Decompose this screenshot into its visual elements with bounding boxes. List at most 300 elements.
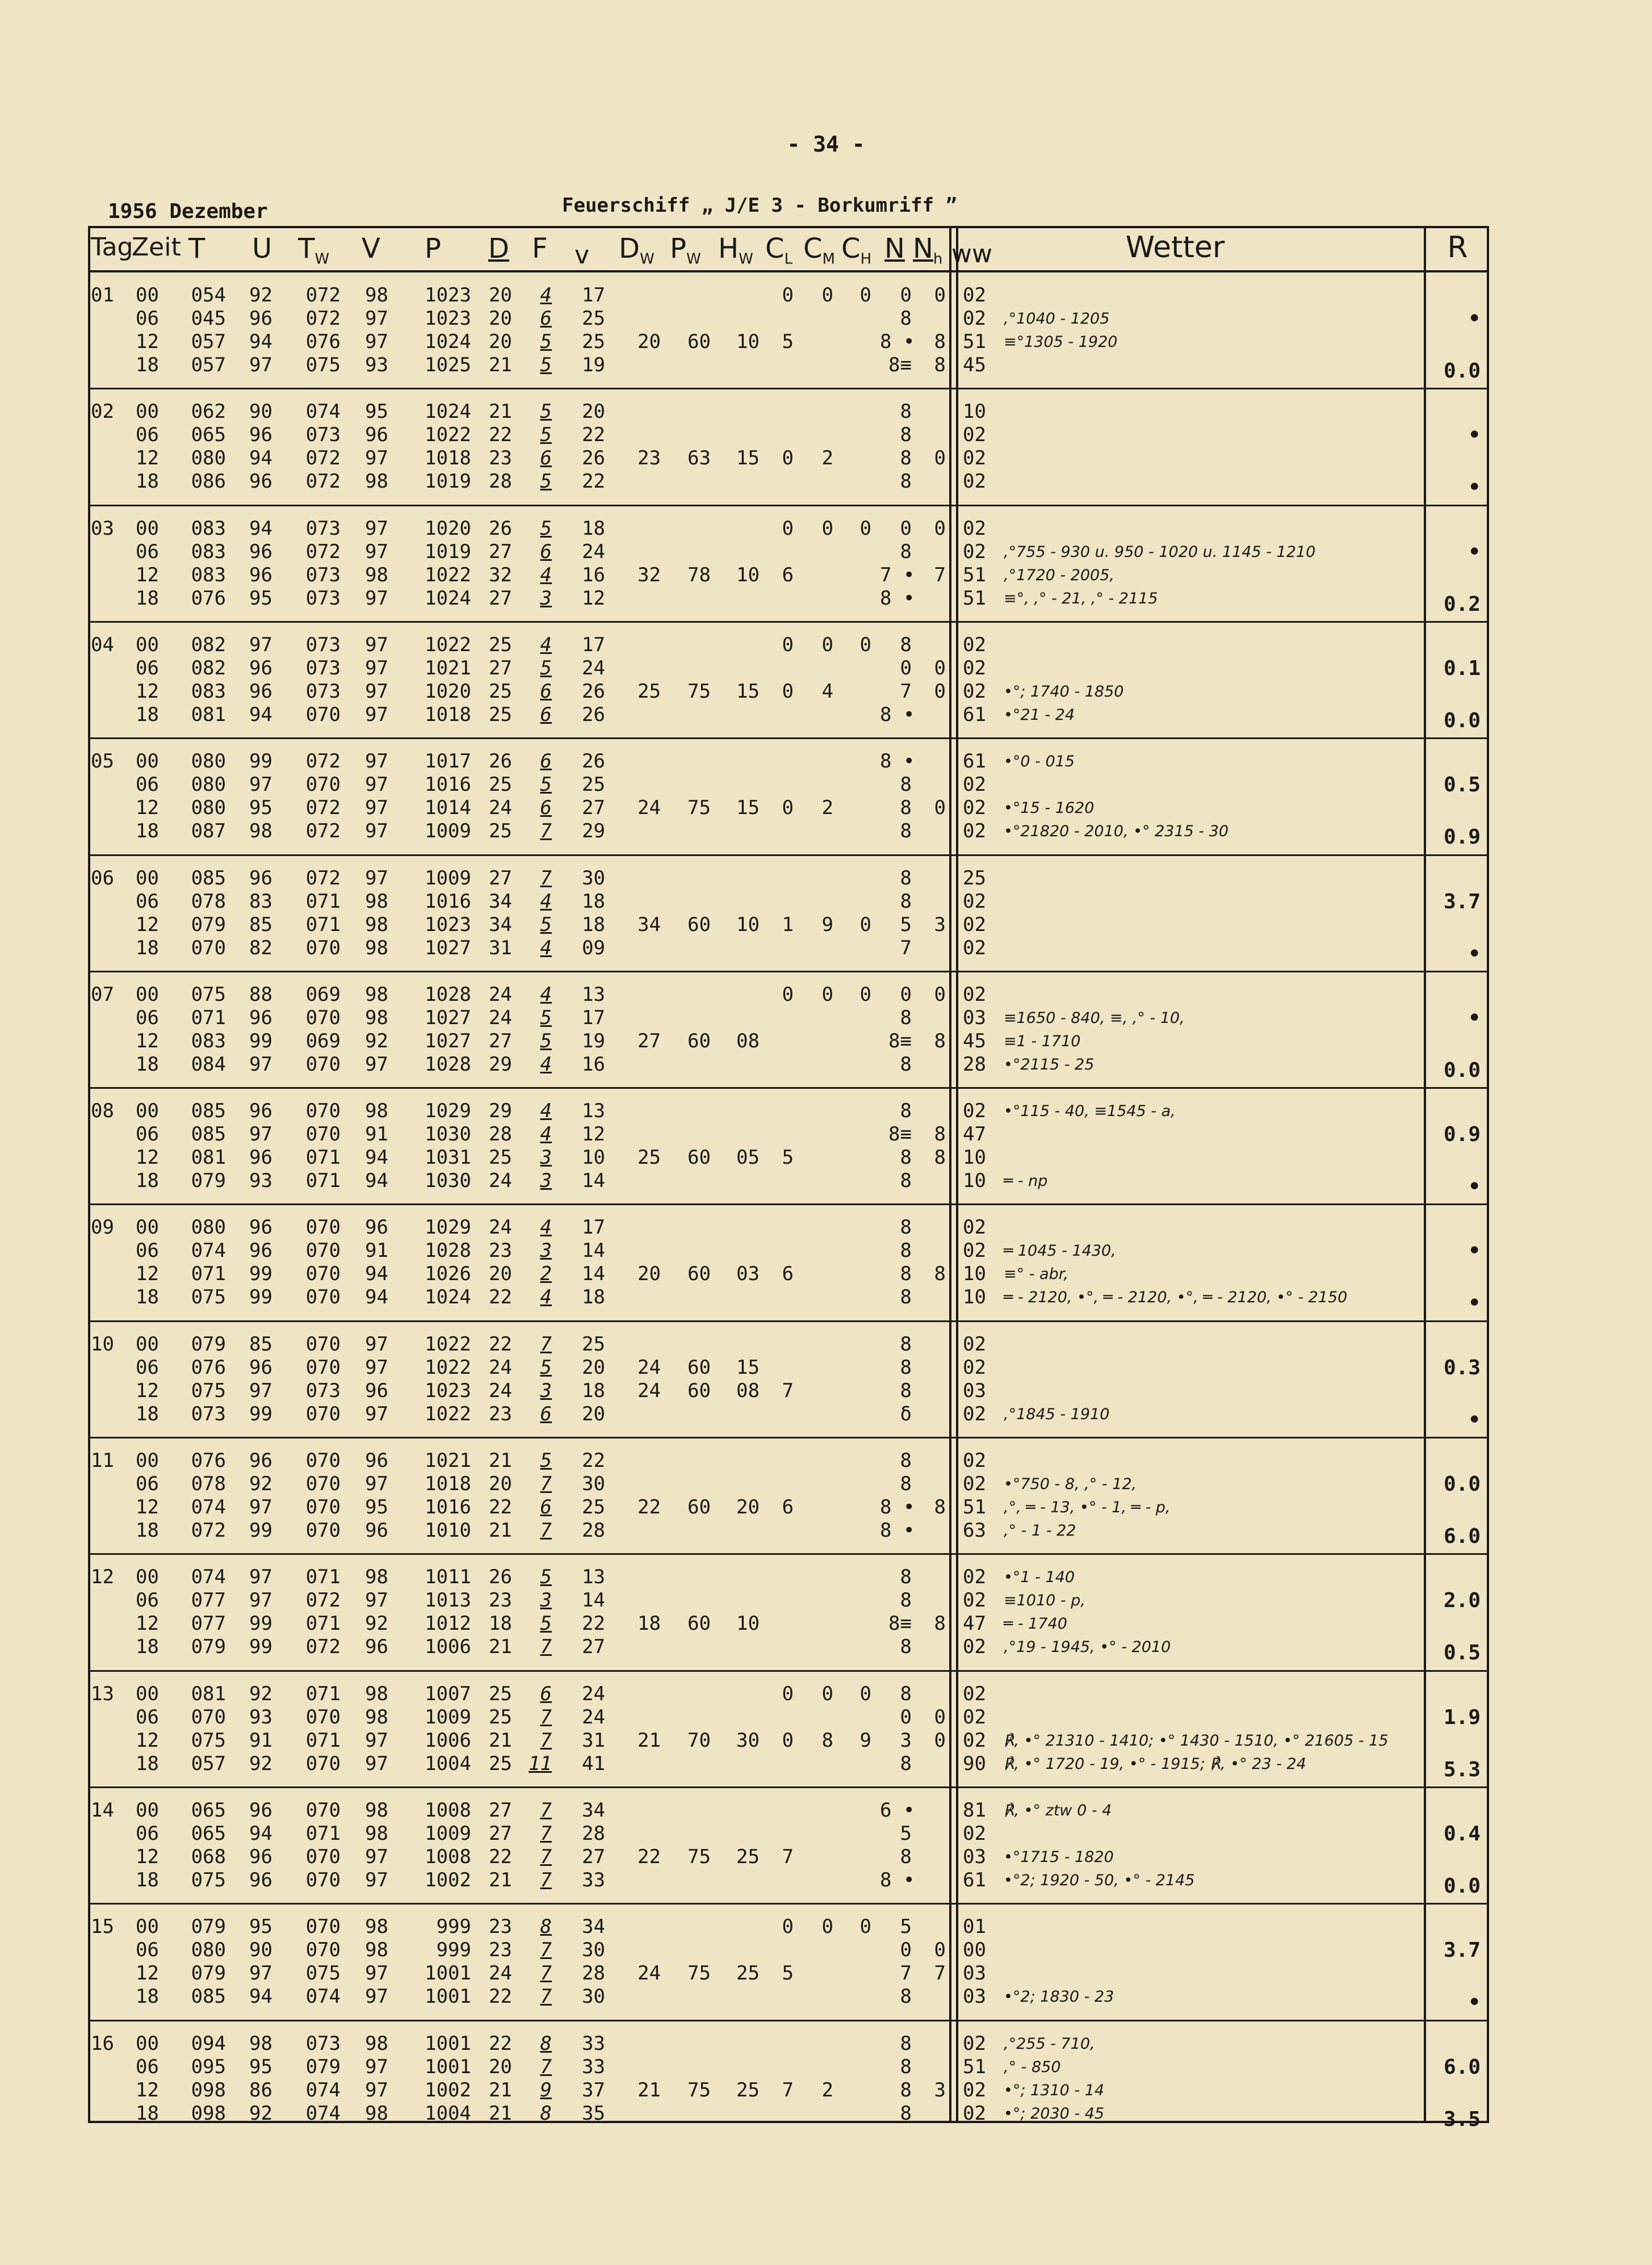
cell-tw: 073 xyxy=(305,586,341,610)
cell-n: 8 xyxy=(900,1356,912,1379)
precip-second: 0.2 xyxy=(1443,592,1481,616)
cell-f: 7 xyxy=(540,1798,552,1822)
col-header-cm-main: C xyxy=(803,233,823,265)
cell-p: 1027 xyxy=(425,936,471,959)
col-header-pw-sub: W xyxy=(686,250,701,268)
cell-cm: 0 xyxy=(821,983,833,1006)
col-header-cm xyxy=(803,233,835,268)
cell-u: 99 xyxy=(249,1635,272,1659)
cell-tw: 075 xyxy=(305,354,341,376)
cell-ww: 61 xyxy=(963,750,986,773)
cell-n: 7 • xyxy=(880,563,915,586)
cell-v: 98 xyxy=(365,1100,388,1123)
cell-u: 94 xyxy=(249,330,272,353)
cell-cl-mid: 5 xyxy=(782,1962,794,1985)
cell-v: 98 xyxy=(365,2032,388,2055)
col-header-n: N xyxy=(884,233,905,265)
cell-ww: 02 xyxy=(963,913,986,936)
day-label: 15 xyxy=(91,1915,114,1939)
cell-d: 21 xyxy=(489,400,512,423)
cell-t: 045 xyxy=(191,307,226,330)
cell-ww: 02 xyxy=(963,1473,986,1495)
cell-p: 1022 xyxy=(425,1402,471,1425)
cell-f: 6 xyxy=(540,680,552,703)
cell-vv: 22 xyxy=(582,470,605,493)
cell-zeit: 00 xyxy=(136,1566,159,1589)
cell-zeit: 00 xyxy=(136,983,159,1006)
cell-zeit: 06 xyxy=(136,1939,159,1962)
cell-cl-mid: 0 xyxy=(782,1729,794,1752)
day-label: 13 xyxy=(91,1682,114,1705)
day-label: 01 xyxy=(91,284,114,307)
cell-u: 96 xyxy=(249,307,272,330)
cell-p: 1001 xyxy=(425,2032,471,2055)
cell-cl-mid: 5 xyxy=(782,1146,794,1169)
weather-notation: •°; 1310 - 14 xyxy=(1004,2081,1105,2099)
cell-t: 080 xyxy=(191,773,226,796)
cell-n: 8 • xyxy=(880,750,915,773)
cell-zeit: 00 xyxy=(136,1915,159,1939)
col-header-zeit: Zeit xyxy=(132,233,181,262)
cell-pw: 60 xyxy=(687,1612,711,1635)
cell-tw: 070 xyxy=(305,1752,341,1775)
cell-tw: 071 xyxy=(305,1566,341,1589)
precip-second: • xyxy=(1468,942,1481,966)
cell-u: 99 xyxy=(249,1262,272,1286)
cell-tw: 070 xyxy=(305,1332,341,1356)
cell-vv: 19 xyxy=(582,1029,605,1052)
cell-zeit: 06 xyxy=(136,423,159,447)
cell-p: 1008 xyxy=(425,1798,471,1822)
cell-zeit: 06 xyxy=(136,1356,159,1379)
cell-pw: 60 60 xyxy=(687,1356,711,1402)
precip-first: • xyxy=(1468,423,1481,447)
cell-f: 4 xyxy=(540,890,552,913)
cell-n: 8 xyxy=(900,400,912,423)
weather-notation: ℟, •° 1720 - 19, •° - 1915; ℟, •° 23 - 24 xyxy=(1004,1755,1306,1773)
cell-n: 8 xyxy=(900,2055,912,2078)
day-label: 10 xyxy=(91,1332,114,1356)
col-header-cl-sub: L xyxy=(784,250,793,268)
cell-dw: 34 xyxy=(638,913,661,936)
cell-n: 8 xyxy=(900,773,912,796)
cell-ww: 10 xyxy=(963,400,986,423)
cell-d: 22 xyxy=(489,1985,512,2008)
cell-p: 1009 xyxy=(425,1822,471,1845)
cell-d: 25 xyxy=(489,703,512,726)
day-label: 11 xyxy=(91,1449,114,1472)
cell-nh: 0 xyxy=(934,1729,946,1752)
cell-p: 1006 xyxy=(425,1635,471,1659)
cell-n: 8 xyxy=(900,796,912,820)
cell-n: 5 xyxy=(900,1822,912,1845)
day-label: 03 xyxy=(91,517,114,540)
cell-t: 085 xyxy=(191,1985,226,2008)
cell-vv: 33 xyxy=(582,2055,605,2078)
weather-notation: ,°19 - 1945, •° - 2010 xyxy=(1004,1638,1171,1656)
cell-dw: 24 xyxy=(638,1962,661,1985)
cell-d: 32 xyxy=(489,563,512,586)
cell-zeit: 00 xyxy=(136,750,159,773)
cell-f: 7 xyxy=(540,1705,552,1729)
cell-p: 1007 xyxy=(425,1682,471,1705)
cell-u: 99 xyxy=(249,1286,272,1309)
cell-ww: 25 xyxy=(963,866,986,890)
cell-ww: 45 xyxy=(963,1029,986,1052)
cell-d: 34 xyxy=(489,890,512,913)
weather-notation: ≡1650 - 840, ≡, ,° - 10, xyxy=(1004,1009,1185,1027)
cell-t: 078 xyxy=(191,890,226,913)
cell-f: 3 xyxy=(540,1379,552,1402)
cell-ww: 03 xyxy=(963,1985,986,2008)
cell-p: 1019 xyxy=(425,540,471,563)
cell-ww: 45 xyxy=(963,354,986,376)
cell-v: 97 xyxy=(365,307,388,330)
cell-ww: 02 xyxy=(963,1402,986,1425)
day-separator xyxy=(88,1786,1489,1788)
cell-nh: 3 xyxy=(934,2078,946,2102)
cell-u: 96 xyxy=(249,1100,272,1123)
cell-pw: 78 xyxy=(687,563,711,586)
cell-ch: 0 xyxy=(859,517,871,540)
cell-ww: 51 xyxy=(963,1496,986,1519)
cell-hw: 15 08 xyxy=(736,1356,760,1402)
day-separator xyxy=(88,1903,1489,1905)
cell-p: 1016 xyxy=(425,773,471,796)
precip-second: • xyxy=(1468,476,1481,500)
cell-dw: 20 xyxy=(638,1262,661,1286)
cell-n: 8 • xyxy=(880,1519,915,1542)
cell-t: 076 xyxy=(191,1449,226,1472)
cell-f: 5 xyxy=(540,517,552,540)
cell-p: 1009 xyxy=(425,1705,471,1729)
cell-zeit: 12 xyxy=(136,1962,159,1985)
cell-t: 095 xyxy=(191,2055,226,2078)
cell-tw: 072 xyxy=(305,447,341,470)
cell-ww: 02 xyxy=(963,1566,986,1589)
cell-u: 99 xyxy=(249,1519,272,1542)
precip-first: 0.4 xyxy=(1443,1822,1481,1845)
cell-ww: 51 xyxy=(963,586,986,610)
cell-v: 92 xyxy=(365,1612,388,1635)
cell-vv: 09 xyxy=(582,936,605,959)
cell-ww: 10 xyxy=(963,1286,986,1309)
cell-t: 070 xyxy=(191,936,226,959)
cell-t: 086 xyxy=(191,470,226,493)
cell-f: 5 xyxy=(540,1029,552,1052)
cell-nh: 0 xyxy=(934,983,946,1006)
weather-notation: ≡° - abr, xyxy=(1004,1265,1068,1284)
cell-f: 6 xyxy=(540,307,552,330)
cell-u: 99 xyxy=(249,1029,272,1052)
cell-n: 8 xyxy=(900,2032,912,2055)
cell-v: 98 xyxy=(365,1682,388,1705)
cell-tw: 071 xyxy=(305,1146,341,1169)
cell-u: 96 xyxy=(249,1239,272,1262)
cell-d: 21 xyxy=(489,2102,512,2125)
cell-p: 1021 xyxy=(425,1449,471,1472)
cell-nh: 8 xyxy=(934,354,946,376)
cell-vv: 18 xyxy=(582,890,605,913)
cell-tw: 073 xyxy=(305,633,341,656)
cell-tw: 070 xyxy=(305,1239,341,1262)
cell-t: 075 xyxy=(191,1286,226,1309)
cell-n: 7 xyxy=(900,680,912,703)
cell-v: 98 xyxy=(365,1006,388,1029)
cell-t: 083 xyxy=(191,540,226,563)
cell-vv: 35 xyxy=(582,2102,605,2125)
cell-f: 4 xyxy=(540,1052,552,1076)
cell-vv: 37 xyxy=(582,2078,605,2102)
cell-d: 20 xyxy=(489,1262,512,1286)
cell-cm-mid: 2 xyxy=(821,447,833,470)
precip-first: 0.5 xyxy=(1443,773,1481,797)
cell-n: 8 xyxy=(900,2102,912,2125)
cell-zeit: 06 xyxy=(136,1473,159,1495)
cell-p: 1004 xyxy=(425,2102,471,2125)
cell-n: 8 xyxy=(900,1006,912,1029)
cell-d: 24 xyxy=(489,1962,512,1985)
precip-second: 0.5 xyxy=(1443,1641,1481,1665)
cell-u: 86 xyxy=(249,2078,272,2102)
cell-v: 97 xyxy=(365,1752,388,1775)
cell-ww: 02 xyxy=(963,1449,986,1472)
cell-v: 97 xyxy=(365,820,388,843)
day-label: 05 xyxy=(91,750,114,773)
cell-p: 1023 xyxy=(425,284,471,307)
col-header-pw-main: P xyxy=(670,233,686,265)
cell-hw: 25 xyxy=(736,1845,760,1868)
cell-tw: 073 xyxy=(305,563,341,586)
cell-tw: 070 xyxy=(305,1915,341,1939)
cell-t: 079 xyxy=(191,913,226,936)
cell-ww: 51 xyxy=(963,2055,986,2078)
weather-notation: ≡°1305 - 1920 xyxy=(1004,333,1118,351)
cell-hw: 10 xyxy=(736,913,760,936)
cell-zeit: 12 xyxy=(136,1496,159,1519)
cell-f: 5 xyxy=(540,330,552,353)
cell-v: 97 xyxy=(365,656,388,680)
cell-ww: 03 xyxy=(963,1379,986,1402)
col-header-wetter: Wetter xyxy=(1125,230,1225,265)
cell-cl: 0 xyxy=(782,983,794,1006)
cell-hw: 15 xyxy=(736,796,760,820)
cell-zeit: 12 xyxy=(136,1729,159,1752)
weather-notation: •°15 - 1620 xyxy=(1004,799,1095,817)
cell-tw: 074 xyxy=(305,1985,341,2008)
cell-v: 98 xyxy=(365,890,388,913)
cell-u: 97 xyxy=(249,1589,272,1612)
cell-f: 7 xyxy=(540,866,552,890)
weather-notation: ,°1720 - 2005, xyxy=(1004,566,1114,584)
cell-pw: 70 xyxy=(687,1729,711,1752)
cell-zeit: 18 xyxy=(136,1169,159,1193)
cell-d: 28 xyxy=(489,1123,512,1146)
cell-p: 1010 xyxy=(425,1519,471,1542)
cell-t: 070 xyxy=(191,1705,226,1729)
cell-ch-mid: 9 xyxy=(859,1729,871,1752)
cell-nh: 8 xyxy=(934,1146,946,1169)
cell-hw: 30 xyxy=(736,1729,760,1752)
cell-d: 23 xyxy=(489,447,512,470)
precip-second: • xyxy=(1468,1291,1481,1315)
cell-u: 85 xyxy=(249,1332,272,1356)
cell-f: 4 xyxy=(540,1216,552,1239)
cell-u: 92 xyxy=(249,1473,272,1495)
weather-notation: •°2; 1830 - 23 xyxy=(1004,1988,1114,2006)
cell-vv: 26 xyxy=(582,703,605,726)
cell-d: 24 xyxy=(489,1169,512,1193)
cell-dw: 24 24 xyxy=(638,1356,661,1402)
cell-tw: 076 xyxy=(305,330,341,353)
weather-notation: •°21820 - 2010, •° 2315 - 30 xyxy=(1004,823,1229,841)
cell-ww: 10 xyxy=(963,1146,986,1169)
cell-n: 8 xyxy=(900,1752,912,1775)
cell-p: 1030 xyxy=(425,1123,471,1146)
cell-tw: 073 xyxy=(305,2032,341,2055)
cell-ww: 02 xyxy=(963,656,986,680)
cell-d: 25 xyxy=(489,1752,512,1775)
precip-second: • xyxy=(1468,1408,1481,1432)
weather-notation: ℟, •° ztw 0 - 4 xyxy=(1004,1801,1112,1819)
cell-v: 96 xyxy=(365,1635,388,1659)
cell-tw: 072 xyxy=(305,470,341,493)
col-header-d: D xyxy=(488,233,509,265)
cell-nh: 0 xyxy=(934,517,946,540)
cell-v: 94 xyxy=(365,1169,388,1193)
cell-d: 23 xyxy=(489,1915,512,1939)
cell-n: 8 xyxy=(900,1216,912,1239)
cell-cm-mid: 4 xyxy=(821,680,833,703)
cell-zeit: 18 xyxy=(136,354,159,376)
cell-n: 8≡ xyxy=(888,1123,912,1146)
cell-zeit: 18 xyxy=(136,936,159,959)
cell-f: 3 xyxy=(540,586,552,610)
cell-vv: 24 xyxy=(582,540,605,563)
cell-tw: 070 xyxy=(305,1402,341,1425)
cell-n: 0 xyxy=(900,517,912,540)
cell-n: 8 xyxy=(900,1100,912,1123)
cell-p: 1006 xyxy=(425,1729,471,1752)
cell-vv: 17 xyxy=(582,1216,605,1239)
weather-notation: •°0 - 015 xyxy=(1004,753,1075,771)
col-header-hw-main: H xyxy=(718,233,739,265)
cell-ww: 02 xyxy=(963,423,986,447)
cell-nh: 0 xyxy=(934,680,946,703)
cell-tw: 070 xyxy=(305,1519,341,1542)
cell-p: 1022 xyxy=(425,423,471,447)
cell-d: 20 xyxy=(489,284,512,307)
cell-vv: 34 xyxy=(582,1798,605,1822)
cell-t: 087 xyxy=(191,820,226,843)
cell-zeit: 06 xyxy=(136,1123,159,1146)
cell-ww: 02 xyxy=(963,2032,986,2055)
cell-vv: 22 xyxy=(582,1612,605,1635)
cell-zeit: 00 xyxy=(136,400,159,423)
cell-ww: 51 xyxy=(963,563,986,586)
cell-v: 97 xyxy=(365,796,388,820)
weather-notation: ℟, •° 21310 - 1410; •° 1430 - 1510, •° 21605 - 15 xyxy=(1004,1731,1389,1750)
cell-t: 077 xyxy=(191,1612,226,1635)
cell-t: 062 xyxy=(191,400,226,423)
cell-t: 054 xyxy=(191,284,226,307)
cell-p: 1001 xyxy=(425,2055,471,2078)
cell-nh: 0 xyxy=(934,1939,946,1962)
cell-t: 081 xyxy=(191,1682,226,1705)
cell-u: 97 xyxy=(249,1962,272,1985)
cell-cl-mid: 0 xyxy=(782,680,794,703)
cell-t: 082 xyxy=(191,633,226,656)
cell-v: 97 xyxy=(365,773,388,796)
cell-n: 8 • xyxy=(880,1496,915,1519)
cell-f: 7 xyxy=(540,1729,552,1752)
cell-u: 94 xyxy=(249,517,272,540)
cell-ww: 81 xyxy=(963,1798,986,1822)
cell-dw: 24 xyxy=(638,796,661,820)
cell-ww: 02 xyxy=(963,1705,986,1729)
cell-tw: 073 xyxy=(305,423,341,447)
cell-u: 97 xyxy=(249,1566,272,1589)
cell-p: 1021 xyxy=(425,656,471,680)
col-header-ch-sub: H xyxy=(860,250,872,268)
day-separator xyxy=(88,1670,1489,1672)
cell-n: 8 xyxy=(900,1473,912,1495)
cell-ww: 28 xyxy=(963,1052,986,1076)
col-header-dw-main: D xyxy=(619,233,640,265)
cell-nh: 8 xyxy=(934,330,946,353)
cell-v: 97 xyxy=(365,1985,388,2008)
cell-vv: 30 xyxy=(582,1473,605,1495)
cell-u: 97 xyxy=(249,633,272,656)
cell-v: 97 xyxy=(365,586,388,610)
cell-ch: 0 xyxy=(859,633,871,656)
cell-u: 95 xyxy=(249,1915,272,1939)
cell-vv: 34 xyxy=(582,1915,605,1939)
cell-p: 1022 xyxy=(425,1356,471,1379)
cell-p: 1018 xyxy=(425,1473,471,1495)
cell-t: 080 xyxy=(191,1939,226,1962)
col-header-ww: ww xyxy=(951,240,992,269)
cell-p: 1031 xyxy=(425,1146,471,1169)
cell-t: 083 xyxy=(191,680,226,703)
cell-f: 5 xyxy=(540,400,552,423)
cell-u: 93 xyxy=(249,1169,272,1193)
cell-vv: 14 xyxy=(582,1262,605,1286)
day-label: 02 xyxy=(91,400,114,423)
cell-ww: 02 xyxy=(963,773,986,796)
cell-zeit: 00 xyxy=(136,2032,159,2055)
cell-t: 065 xyxy=(191,1822,226,1845)
col-header-nh-main: N xyxy=(913,233,933,265)
cell-t: 075 xyxy=(191,1868,226,1891)
precip-second: 0.0 xyxy=(1443,359,1481,383)
cell-cl-mid: 0 xyxy=(782,447,794,470)
cell-u: 96 xyxy=(249,1356,272,1379)
cell-t: 057 xyxy=(191,1752,226,1775)
cell-u: 96 xyxy=(249,540,272,563)
weather-notation: ,°255 - 710, xyxy=(1004,2035,1095,2053)
cell-f: 7 xyxy=(540,1519,552,1542)
cell-ww: 02 xyxy=(963,517,986,540)
cell-t: 073 xyxy=(191,1402,226,1425)
cell-nh: 8 xyxy=(934,1496,946,1519)
cell-n: 8 xyxy=(900,447,912,470)
cell-vv: 18 xyxy=(582,913,605,936)
cell-p: 1020 xyxy=(425,517,471,540)
col-header-r: R xyxy=(1447,230,1468,265)
cell-tw: 070 xyxy=(305,1473,341,1495)
cell-p: 1023 xyxy=(425,913,471,936)
